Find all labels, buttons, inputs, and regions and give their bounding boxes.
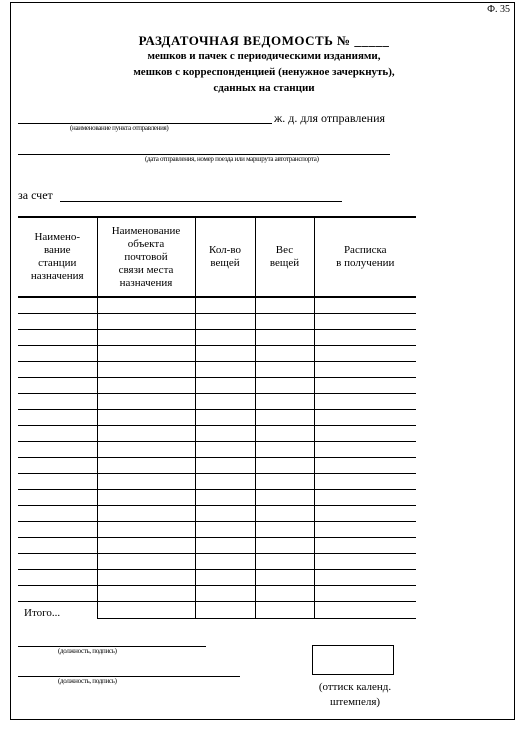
table-cell[interactable] [314, 538, 416, 554]
table-cell[interactable] [255, 522, 314, 538]
document-subtitle-line-1: мешков и пачек с периодическими изданиями, [147, 50, 381, 62]
form-number: Ф. 35 [487, 4, 510, 15]
total-cell[interactable] [255, 602, 314, 619]
table-row [18, 362, 416, 378]
table-cell[interactable] [195, 394, 255, 410]
distribution-table [18, 216, 416, 619]
table-cell[interactable] [97, 506, 195, 522]
total-cell[interactable] [97, 602, 195, 619]
table-row [18, 570, 416, 586]
table-cell[interactable] [97, 490, 195, 506]
account-label: за счет [18, 188, 53, 202]
table-cell[interactable] [195, 538, 255, 554]
table-cell[interactable] [97, 394, 195, 410]
table-cell[interactable] [255, 570, 314, 586]
table-cell[interactable] [255, 506, 314, 522]
header-postal-facility: Наименование объекта почтовой связи места назначения [97, 217, 195, 297]
table-cell[interactable] [314, 474, 416, 490]
document-subtitle-line-2: мешков с корреспонденцией (ненужное зачеркнуть), [133, 66, 395, 78]
signature-hint-2: (должность, подпись) [58, 677, 117, 685]
table-cell[interactable] [97, 362, 195, 378]
table-cell[interactable] [314, 330, 416, 346]
total-label: Итого... [24, 606, 61, 619]
table-cell[interactable] [18, 538, 97, 554]
table-cell[interactable] [314, 522, 416, 538]
table-cell[interactable] [18, 410, 97, 426]
table-cell[interactable] [314, 426, 416, 442]
table-cell[interactable] [195, 330, 255, 346]
table-row [18, 314, 416, 330]
table-header-row [18, 217, 416, 297]
table-cell[interactable] [314, 506, 416, 522]
table-cell[interactable] [255, 442, 314, 458]
table-cell[interactable] [195, 554, 255, 570]
table-row [18, 506, 416, 522]
table-cell[interactable] [195, 458, 255, 474]
transport-hint: (дата отправления, номер поезда или маршрута автотранспорта) [145, 155, 319, 163]
table-cell[interactable] [314, 554, 416, 570]
table-cell[interactable] [195, 506, 255, 522]
table-cell[interactable] [18, 346, 97, 362]
table-cell[interactable] [255, 538, 314, 554]
table-row [18, 346, 416, 362]
table-cell[interactable] [195, 490, 255, 506]
table-cell[interactable] [255, 346, 314, 362]
document-title: РАЗДАТОЧНАЯ ВЕДОМОСТЬ № _____ [138, 33, 390, 48]
table-cell[interactable] [97, 314, 195, 330]
table-cell[interactable] [255, 378, 314, 394]
header-receipt-signature: Расписка в получении [314, 217, 416, 297]
table-cell[interactable] [314, 362, 416, 378]
table-cell[interactable] [255, 474, 314, 490]
table-cell[interactable] [314, 490, 416, 506]
table-cell[interactable] [97, 378, 195, 394]
table-row [18, 554, 416, 570]
table-cell[interactable] [195, 442, 255, 458]
table-cell[interactable] [195, 362, 255, 378]
table-cell[interactable] [97, 297, 195, 314]
table-cell[interactable] [314, 314, 416, 330]
table-cell[interactable] [18, 522, 97, 538]
table-cell[interactable] [195, 378, 255, 394]
table-cell[interactable] [97, 410, 195, 426]
table-cell[interactable] [18, 394, 97, 410]
table-row [18, 538, 416, 554]
table-row [18, 378, 416, 394]
table-cell[interactable] [255, 394, 314, 410]
table-cell[interactable] [18, 426, 97, 442]
table-cell[interactable] [195, 426, 255, 442]
table-cell[interactable] [18, 458, 97, 474]
signature-hint-1: (должность, подпись) [58, 647, 117, 655]
total-cell[interactable] [195, 602, 255, 619]
table-row [18, 586, 416, 602]
account-line[interactable] [60, 201, 342, 202]
table-cell[interactable] [97, 570, 195, 586]
table-cell[interactable] [97, 554, 195, 570]
table-cell[interactable] [314, 570, 416, 586]
table-row [18, 474, 416, 490]
table-cell[interactable] [18, 314, 97, 330]
table-cell[interactable] [195, 570, 255, 586]
table-row [18, 394, 416, 410]
table-cell[interactable] [195, 297, 255, 314]
table-cell[interactable] [18, 474, 97, 490]
table-cell[interactable] [195, 346, 255, 362]
document-subtitle-line-3: сданных на станции [213, 82, 315, 94]
stamp-caption: (оттиск календ. штемпеля) [318, 681, 392, 708]
table-cell[interactable] [255, 314, 314, 330]
dispatch-point-hint: (наименование пункта отправления) [70, 124, 169, 132]
table-row [18, 426, 416, 442]
table-cell[interactable] [18, 586, 97, 602]
table-row [18, 522, 416, 538]
header-item-count: Кол-во вещей [195, 217, 255, 297]
table-cell[interactable] [18, 570, 97, 586]
table-cell[interactable] [97, 346, 195, 362]
table-row [18, 330, 416, 346]
table-row [18, 410, 416, 426]
table-cell[interactable] [255, 554, 314, 570]
table-cell[interactable] [195, 522, 255, 538]
table-cell[interactable] [314, 394, 416, 410]
table-cell[interactable] [314, 458, 416, 474]
table-cell[interactable] [97, 442, 195, 458]
table-cell[interactable] [314, 442, 416, 458]
table-cell[interactable] [97, 426, 195, 442]
table-cell[interactable] [314, 297, 416, 314]
table-cell[interactable] [97, 538, 195, 554]
table-cell[interactable] [97, 586, 195, 602]
table-cell[interactable] [18, 330, 97, 346]
table-cell[interactable] [255, 490, 314, 506]
table-cell[interactable] [255, 458, 314, 474]
table-cell[interactable] [314, 410, 416, 426]
table-cell[interactable] [18, 362, 97, 378]
stamp-box [312, 645, 394, 675]
table-cell[interactable] [97, 458, 195, 474]
total-row [18, 602, 416, 619]
table-cell[interactable] [314, 586, 416, 602]
table-cell[interactable] [97, 474, 195, 490]
table-row [18, 490, 416, 506]
table-cell[interactable] [314, 346, 416, 362]
table-cell[interactable] [255, 330, 314, 346]
total-cell[interactable] [314, 602, 416, 619]
header-item-weight: Вес вещей [255, 217, 314, 297]
table-cell[interactable] [255, 362, 314, 378]
header-destination-station: Наимено- вание станции назначения [18, 217, 97, 297]
table-cell[interactable] [314, 378, 416, 394]
table-cell[interactable] [18, 442, 97, 458]
table-cell[interactable] [255, 410, 314, 426]
table-cell[interactable] [195, 474, 255, 490]
table-cell[interactable] [18, 554, 97, 570]
table-cell[interactable] [97, 330, 195, 346]
table-cell[interactable] [255, 297, 314, 314]
signature-line-2[interactable] [18, 676, 240, 677]
table-cell[interactable] [195, 586, 255, 602]
table-cell[interactable] [18, 297, 97, 314]
dispatch-suffix: ж. д. для отправления [274, 111, 386, 125]
table-cell[interactable] [18, 490, 97, 506]
table-cell[interactable] [18, 506, 97, 522]
table-row [18, 297, 416, 314]
table-row [18, 442, 416, 458]
table-cell[interactable] [97, 522, 195, 538]
table-cell[interactable] [195, 314, 255, 330]
table-cell[interactable] [255, 586, 314, 602]
table-cell[interactable] [195, 410, 255, 426]
table-cell[interactable] [18, 378, 97, 394]
table-row [18, 458, 416, 474]
table-cell[interactable] [255, 426, 314, 442]
